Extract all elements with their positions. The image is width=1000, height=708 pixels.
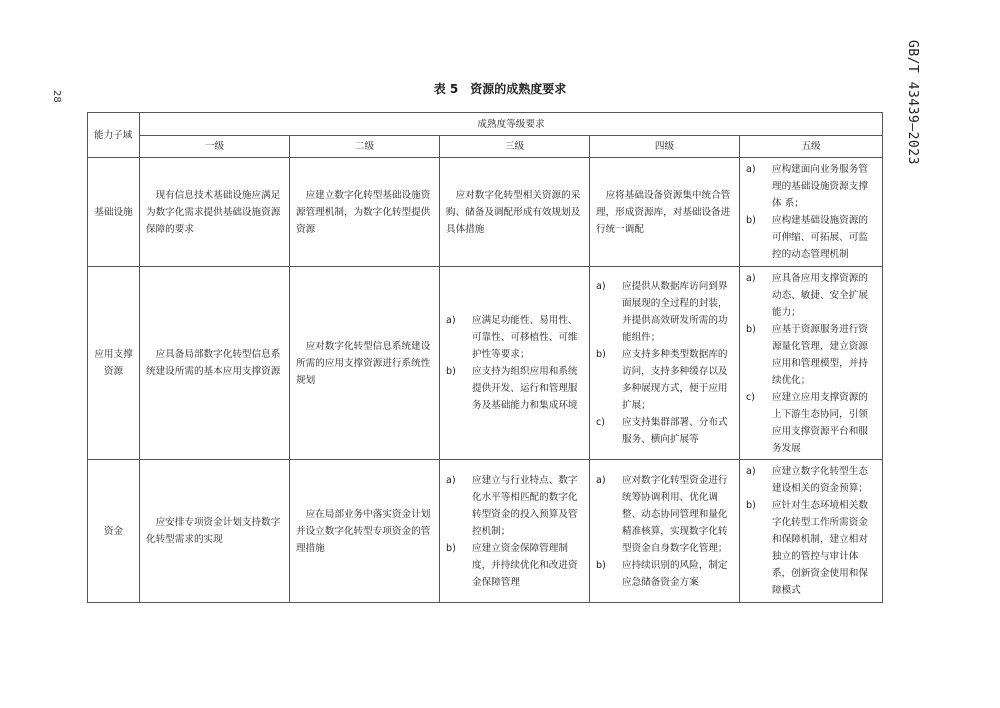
item-text: 应针对生态环境相关数字化转型工作所需资金和保障机制，建立相对独立的管控与审计体系，创新资金使用和保障模式: [772, 500, 868, 596]
item-marker: a): [746, 466, 756, 477]
item-marker: c): [746, 391, 756, 403]
level-header-2: 二级: [290, 136, 440, 158]
requirement-text: 应建立数字化转型基础设施资源管理机制，为数字化转型提供资源: [296, 189, 431, 235]
requirement-cell-level-1: [140, 460, 290, 603]
item-text: 应建立数字化转型生态建设相关的资金预算；: [772, 466, 868, 494]
standard-code: GB/T 43439—2023: [905, 40, 920, 165]
item-marker: b): [596, 559, 606, 571]
table-row: [88, 158, 883, 267]
item-text: 应满足功能性、易用性、可靠性、可移植性、可维护性等要求；: [472, 315, 578, 360]
item-marker: a): [596, 474, 606, 486]
requirement-text: 应具备局部数字化转型信息系统建设所需的基本应用支撑资源: [146, 349, 281, 377]
requirement-cell-level-1: [140, 158, 290, 267]
requirement-item: [746, 463, 876, 497]
table-row: [88, 460, 883, 603]
item-text: 应提供从数据库访问到界面展现的全过程的封装，并提供高效研发所需的功能组件；: [622, 281, 728, 343]
requirement-item: [596, 557, 733, 591]
item-marker: b): [746, 215, 756, 226]
item-marker: a): [446, 315, 456, 326]
item-text: 应持续识别的风险，制定应急储备资金方案: [622, 559, 728, 588]
item-text: 应构建面向业务服务管理的基础设施资源支撑体 系；: [772, 164, 868, 209]
level-header-5: 五级: [740, 136, 883, 158]
requirement-text: 应在局部业务中落实资金计划并设立数字化转型专项资金的管理措施: [296, 508, 431, 554]
item-text: 应建立应用支撑资源的上下游生态协同，引领应用支撑资源平台和服务发展: [772, 391, 868, 454]
requirement-cell-level-2: [290, 460, 440, 603]
item-text: 应建立与行业特点、数字化水平等相匹配的数字化转型资金的投入预算及管控机制；: [472, 474, 578, 537]
requirement-cell-level-2: [290, 158, 440, 267]
requirement-item: [596, 472, 733, 557]
table-body: [88, 158, 883, 603]
requirement-item: [596, 346, 733, 414]
requirement-cell-level-1: [140, 267, 290, 460]
level-header-3: 三级: [440, 136, 590, 158]
requirement-list: [446, 472, 583, 591]
requirement-list: [746, 463, 876, 599]
requirement-text: 应对数字化转型相关资源的采购、储备及调配形成有效规划及具体措施: [446, 189, 581, 235]
requirement-cell-level-3: [440, 267, 590, 460]
level-header-1: 一级: [140, 136, 290, 158]
item-text: 应构建基础设施资源的可伸缩、可拓展、可监控的动态管理机制: [772, 215, 868, 260]
requirement-list: [596, 278, 733, 448]
requirement-cell-level-3: [440, 158, 590, 267]
domain-column-header: 能力子域: [88, 113, 140, 158]
item-marker: c): [596, 417, 606, 428]
requirement-item: [446, 312, 583, 363]
requirement-item: [746, 161, 876, 212]
requirement-cell-level-5: [740, 267, 883, 460]
requirement-list: [596, 472, 733, 591]
level-header-4: 四级: [590, 136, 740, 158]
requirement-item: [746, 389, 876, 457]
item-marker: b): [596, 349, 606, 360]
requirement-cell-level-3: [440, 460, 590, 603]
item-marker: b): [446, 366, 456, 377]
item-marker: b): [746, 500, 756, 511]
requirement-cell-level-4: [590, 267, 740, 460]
requirement-text: 应安排专项资金计划支持数字化转型需求的实现: [146, 517, 281, 545]
table-row: [88, 267, 883, 460]
requirement-item: [746, 321, 876, 389]
domain-cell: 应用支撑资源: [88, 267, 140, 460]
domain-cell: 资金: [88, 460, 140, 603]
item-text: 应支持为组织应用和系统提供开发、运行和管理服务及基础能力和集成环境: [472, 366, 578, 411]
item-text: 应建立资金保障管理制度，并持续优化和改进资金保障管理: [472, 542, 578, 588]
requirement-cell-level-4: [590, 158, 740, 267]
table-title: 表 5 资源的成熟度要求: [433, 82, 567, 96]
item-marker: b): [746, 323, 756, 335]
maturity-requirements-table: [87, 112, 883, 603]
item-marker: a): [746, 164, 756, 175]
requirement-item: [446, 540, 583, 591]
item-text: 应对数字化转型资金进行统筹协调利用、优化调整、动态协同管理和量化精准核算，实现数字化转型资金自身数字化管理；: [622, 474, 728, 554]
item-text: 应支持集群部署、分布式服务、横向扩展等: [622, 417, 728, 445]
maturity-group-header: 成熟度等级要求: [140, 113, 883, 136]
requirement-item: [746, 270, 876, 321]
item-marker: a): [596, 281, 606, 292]
requirement-list: [446, 312, 583, 414]
item-marker: a): [746, 272, 756, 284]
requirement-list: [746, 270, 876, 457]
requirement-cell-level-5: [740, 158, 883, 267]
item-text: 应基于资源服务进行资源量化管理，建立资源应用和管理模型，并持续优化；: [772, 323, 868, 386]
item-marker: a): [446, 474, 456, 486]
requirement-item: [746, 212, 876, 263]
requirement-item: [446, 472, 583, 540]
requirement-text: 应对数字化转型信息系统建设所需的应用支撑资源进行系统性规划: [296, 340, 431, 386]
requirement-item: [596, 414, 733, 448]
page-number: 28: [51, 90, 62, 103]
requirement-text: 现有信息技术基础设施应满足为数字化需求提供基础设施资源保障的要求: [146, 189, 281, 235]
requirement-item: [596, 278, 733, 346]
requirement-item: [446, 363, 583, 414]
item-marker: b): [446, 542, 456, 554]
requirement-cell-level-5: [740, 460, 883, 603]
requirement-item: [746, 497, 876, 599]
requirement-text: 应将基础设备资源集中统合管理，形成资源库，对基础设备进行统一调配: [596, 189, 731, 235]
item-text: 应具备应用支撑资源的动态、敏捷、安全扩展能力；: [772, 272, 868, 318]
requirement-cell-level-4: [590, 460, 740, 603]
domain-cell: 基础设施: [88, 158, 140, 267]
requirement-list: [746, 161, 876, 263]
item-text: 应支持多种类型数据库的访问，支持多种缓存以及多种展现方式，便于应用扩展；: [622, 349, 728, 411]
requirement-cell-level-2: [290, 267, 440, 460]
